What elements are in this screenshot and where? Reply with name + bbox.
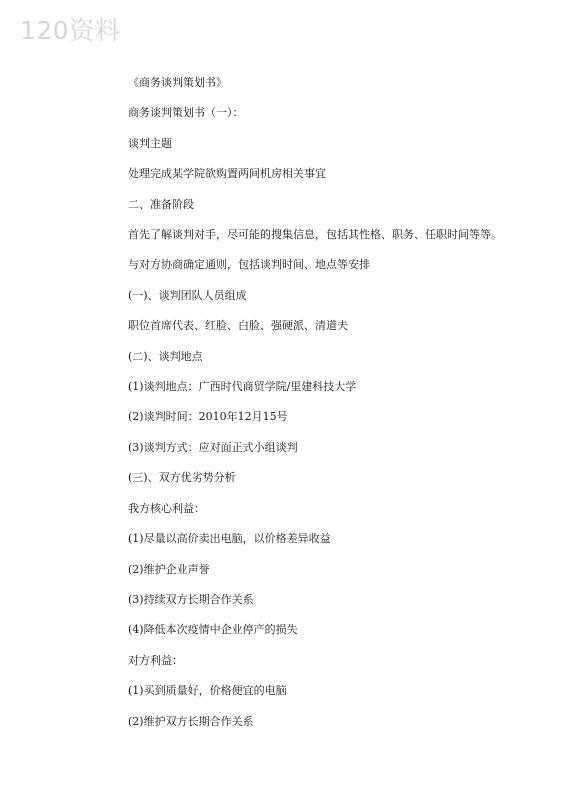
- list-item: (1)尽量以高价卖出电脑，以价格差异收益: [128, 532, 331, 546]
- subsection-heading: (二)、谈判地点: [128, 349, 203, 363]
- paragraph: 我方核心利益：: [128, 501, 205, 515]
- list-item: (3)谈判方式：应对面正式小组谈判: [128, 440, 298, 454]
- section-heading: 商务谈判策划书（一）：: [128, 106, 244, 120]
- document-body: [128, 68, 548, 737]
- document-title: 《商务谈判策划书》: [128, 76, 227, 89]
- subsection-heading: (一)、谈判团队人员组成: [128, 288, 247, 302]
- paragraph: 首先了解谈判对手，尽可能的搜集信息，包括其性格、职务、任职时间等等。: [128, 228, 502, 242]
- list-item: (2)谈判时间：2010年12月15号: [128, 410, 288, 424]
- watermark-logo: 120资料: [20, 16, 121, 45]
- list-item: (1)买到质量好，价格便宜的电脑: [128, 684, 287, 698]
- list-item: (1)谈判地点：广西时代商贸学院/里建科技大学: [128, 380, 357, 394]
- paragraph: 与对方协商确定通则，包括谈判时间、地点等安排: [128, 258, 370, 272]
- subsection-heading: (三)、双方优劣势分析: [128, 471, 236, 485]
- paragraph: 处理完成某学院欲购置两间机房相关事宜: [128, 167, 326, 181]
- list-item: (2)维护双方长期合作关系: [128, 714, 254, 728]
- section-heading: 二、准备阶段: [128, 197, 194, 211]
- paragraph: 职位首席代表、红脸、白脸、强硬派、清道夫: [128, 319, 348, 333]
- list-item: (3)持续双方长期合作关系: [128, 592, 254, 606]
- paragraph: 谈判主题: [128, 136, 172, 150]
- paragraph: 对方利益：: [128, 653, 183, 667]
- list-item: (4)降低本次疫情中企业停产的损失: [128, 623, 298, 637]
- list-item: (2)维护企业声誉: [128, 562, 210, 576]
